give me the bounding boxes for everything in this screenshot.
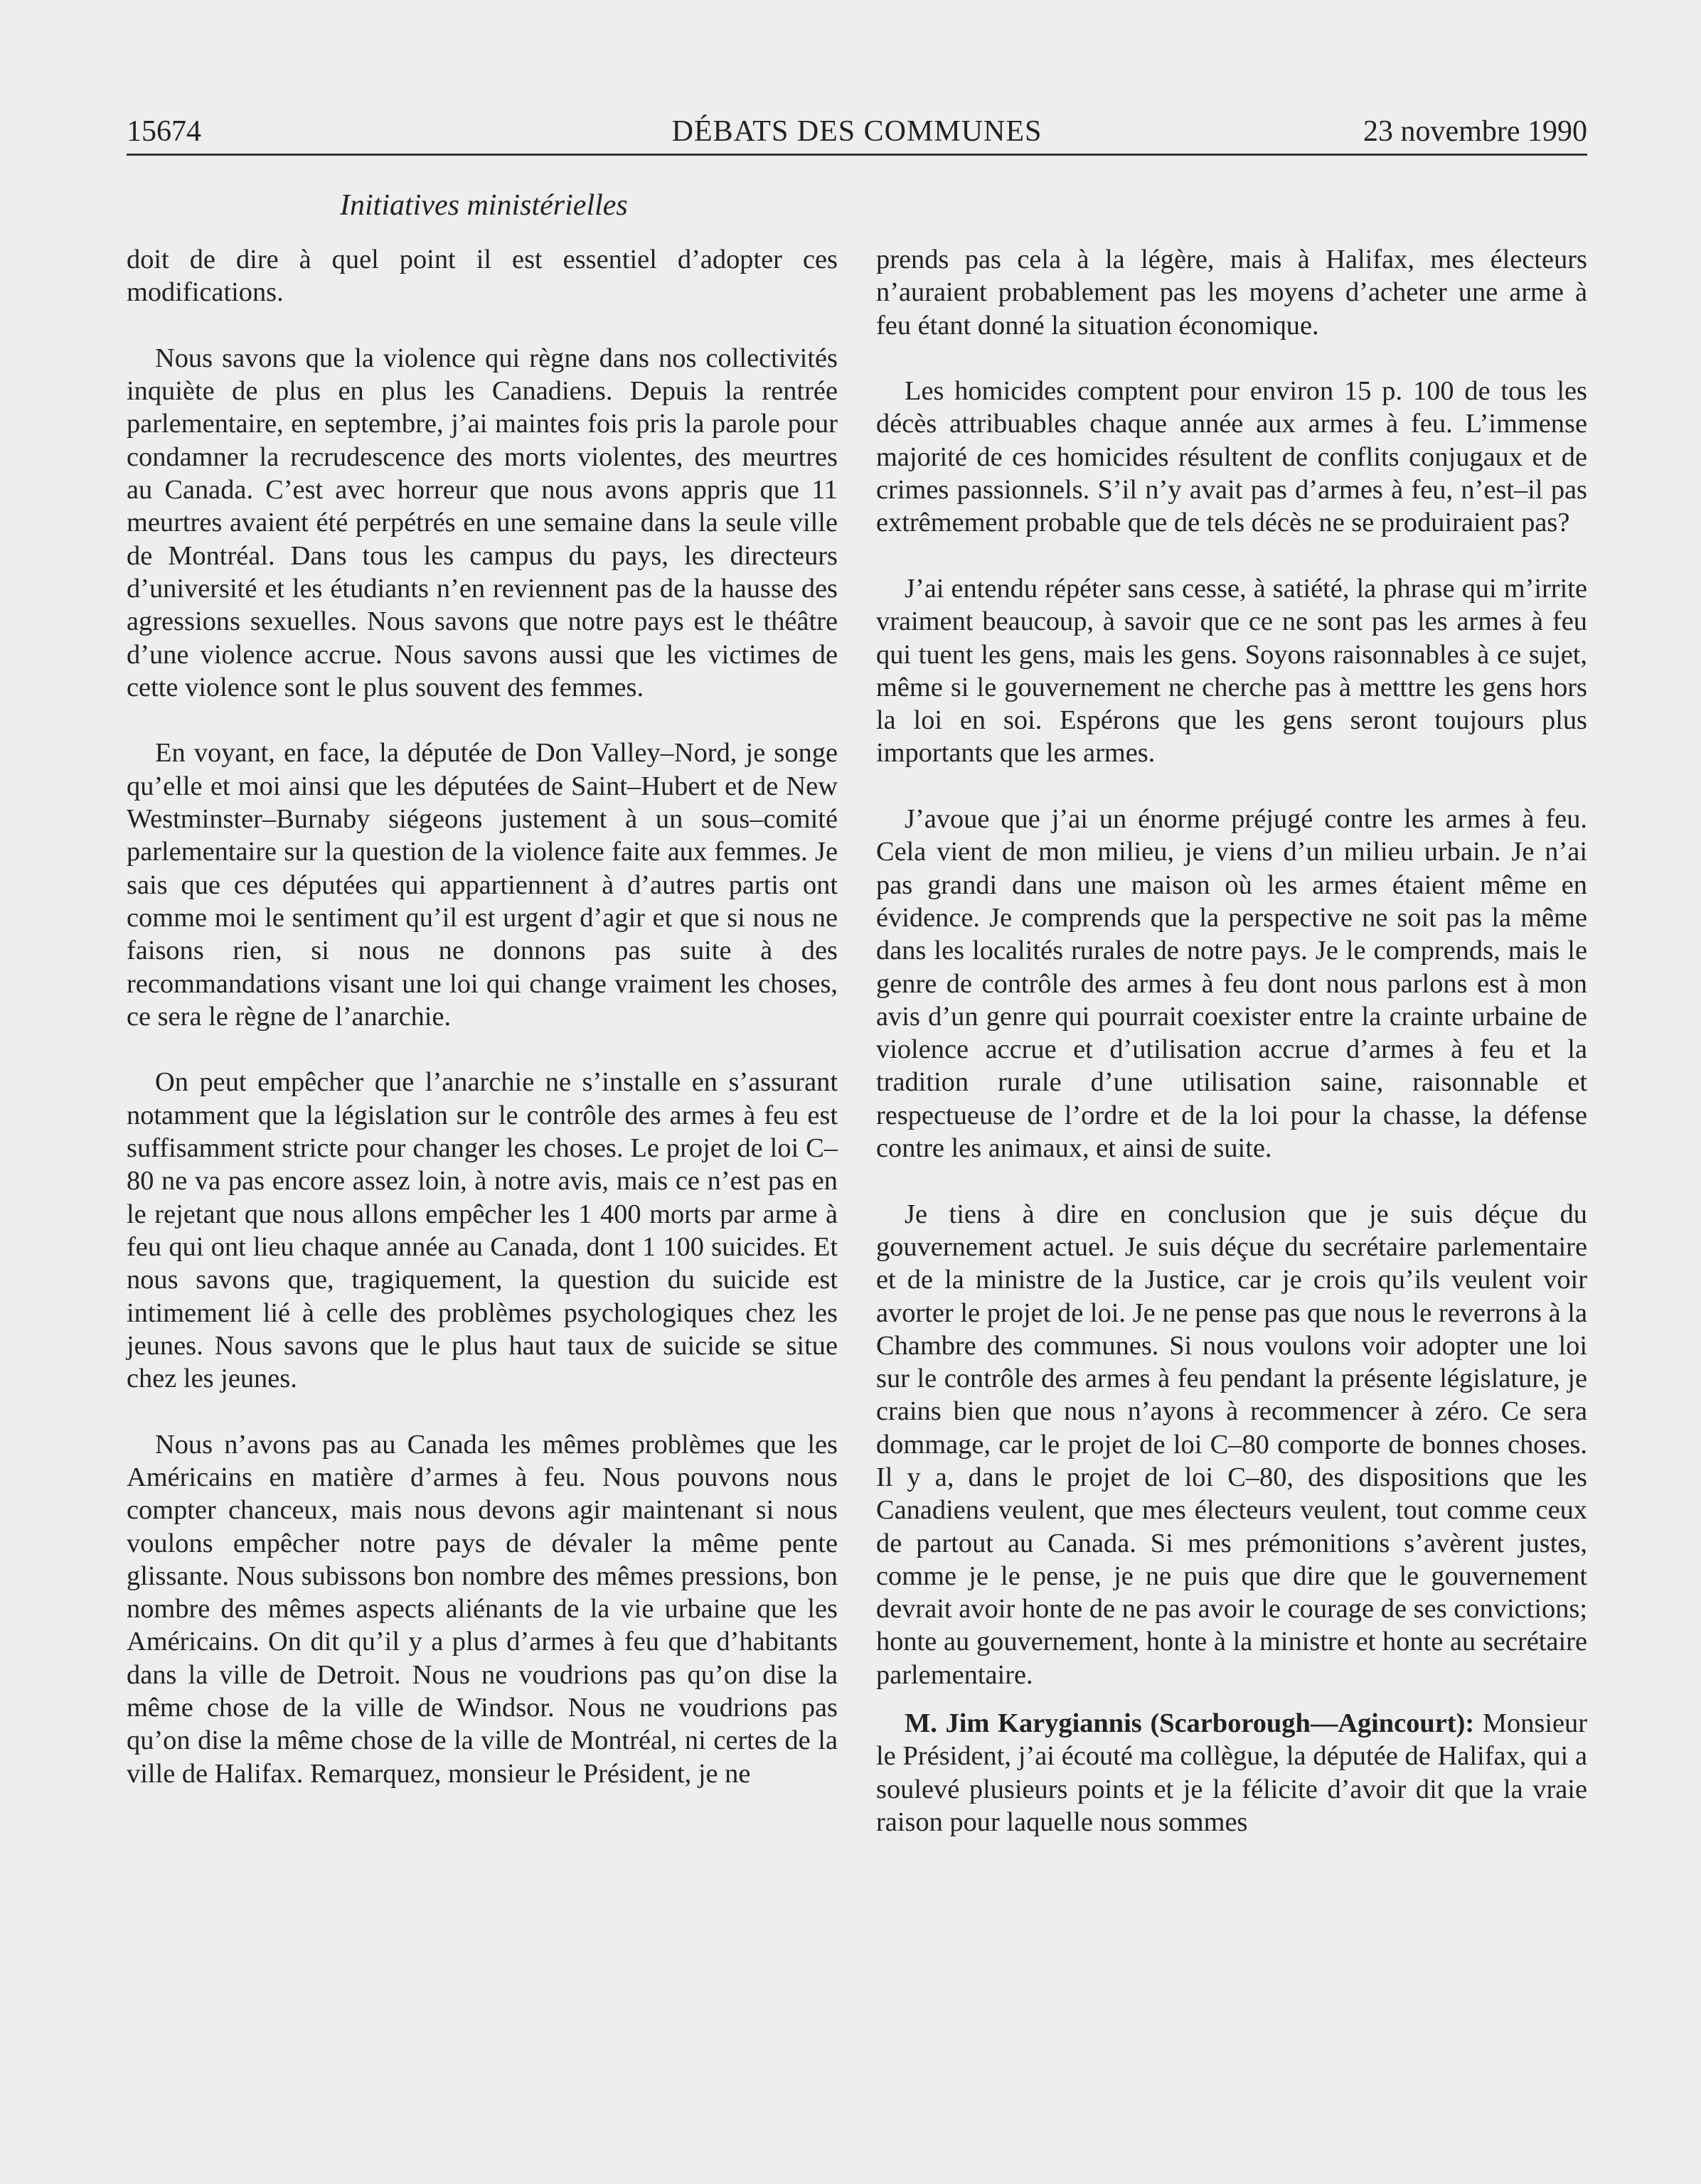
paragraph: J’ai entendu répéter sans cesse, à satiété, la phrase qui m’irrite vraiment beaucoup, à savoir que ce ne sont pas les armes à feu qui tuent les gens, mais les gens. Soyons raisonnables à ce sujet, même si le gouvernement ne cherche pas à metttre les gens hors la loi en soi. Espérons que les gens seront toujours plus importants que les armes. xyxy=(876,573,1587,769)
speaker-paragraph xyxy=(876,1707,1587,1838)
paragraph: Les homicides comptent pour environ 15 p. 100 de tous les décès attribuables chaque année aux armes à feu. L’immense majorité de ces homicides résultent de conflits conjugaux et de crimes passionnels. S’il n’y avait pas d’armes à feu, n’est–il pas extrêmement probable que de tels décès ne se produiraient pas? xyxy=(876,376,1587,538)
publication-title: DÉBATS DES COMMUNES xyxy=(671,115,1043,148)
paragraph: En voyant, en face, la députée de Don Valley–Nord, je songe qu’elle et moi ainsi que les députées de Saint–Hubert et de New Westminster–Burnaby siégeons justement à un sous–comité parlementaire sur la question de la violence faite aux femmes. Je sais que ces députées qui appartiennent à d’autres partis ont comme moi le sentiment qu’il est urgent d’agir et que si nous ne faisons rien, si nous ne donnons pas suite à des recommandations visant une loi qui change vraiment les choses, ce sera le règne de l’anarchie. xyxy=(127,738,838,1032)
paragraph: doit de dire à quel point il est essentiel d’adopter ces modifications. xyxy=(127,245,838,308)
paragraph: Je tiens à dire en conclusion que je suis déçue du gouvernement actuel. Je suis déçue du secrétaire parlementaire et de la ministre de la Justice, car je crois qu’ils veulent voir avorter le projet de loi. Je ne pense pas que nous le reverrons à la Chambre des communes. Si nous voulons voir adopter une loi sur le contrôle des armes à feu pendant la présente législature, je crains bien que nous n’ayons à recommencer à zéro. Ce sera dommage, car le projet de loi C–80 comporte de bonnes choses. Il y a, dans le projet de loi C–80, des dispositions que les Canadiens veulent, que mes électeurs veulent, tout comme ceux de partout au Canada. Si mes prémonitions s’avèrent justes, comme je le pense, je ne puis que dire que le gouvernement devrait avoir honte de ne pas avoir le courage de ses convictions; honte au gouvernement, honte à la ministre et honte au secrétaire parlementaire. xyxy=(876,1199,1587,1690)
paragraph: prends pas cela à la légère, mais à Halifax, mes électeurs n’auraient probablement pas les moyens d’acheter une arme à feu étant donné la situation économique. xyxy=(876,245,1587,341)
right-column xyxy=(876,243,1587,1838)
page-number: 15674 xyxy=(127,115,201,148)
paragraph: On peut empêcher que l’anarchie ne s’installe en s’assurant notamment que la législation sur le contrôle des armes à feu est suffisamment stricte pour changer les choses. Le projet de loi C–80 ne va pas encore assez loin, à notre avis, mais ce n’est pas en le rejetant que nous allons empêcher les 1 400 morts par arme à feu qui ont lieu chaque année au Canada, dont 1 100 suicides. Et nous savons que, tragiquement, la question du suicide est intimement lié à celle des problèmes psychologiques chez les jeunes. Nous savons que le plus haut taux de suicide se situe chez les jeunes. xyxy=(127,1067,838,1394)
speaker-text: Monsieur le Président, j’ai écouté ma collègue, la députée de Halifax, qui a soulevé plusieurs points et je la félicite d’avoir dit que la vraie raison pour laquelle nous sommes xyxy=(876,1708,1588,1837)
paragraph: J’avoue que j’ai un énorme préjugé contre les armes à feu. Cela vient de mon milieu, je viens d’un milieu urbain. Je n’ai pas grandi dans une maison où les armes étaient même en évidence. Je comprends que la perspective ne soit pas la même dans les localités rurales de notre pays. Je le comprends, mais le genre de contrôle des armes à feu dont nous parlons est à mon avis d’un genre qui pourrait coexister entre la crainte urbaine de violence accrue et d’utilisation accrue d’armes à feu et la tradition rurale d’une utilisation saine, raisonnable et respectueuse de l’ordre et de la loi pour la chasse, la défense contre les animaux, et ainsi de suite. xyxy=(876,804,1587,1164)
page-header xyxy=(127,107,1587,156)
speaker-name: M. Jim Karygiannis (Scarborough—Agincourt): xyxy=(905,1708,1475,1739)
left-column xyxy=(127,243,838,1790)
publication-date: 23 novembre 1990 xyxy=(1363,115,1587,148)
paragraph: Nous n’avons pas au Canada les mêmes problèmes que les Américains en matière d’armes à feu. Nous pouvons nous compter chanceux, mais nous devons agir maintenant si nous voulons empêcher notre pays de dévaler la même pente glissante. Nous subissons bon nombre des mêmes pressions, bon nombre des mêmes aspects aliénants de la vie urbaine que les Américains. On dit qu’il y a plus d’armes à feu que d’habitants dans la ville de Detroit. Nous ne voudrions pas qu’on dise la même chose de la ville de Windsor. Nous ne voudrions pas qu’on dise la même chose de la ville de Montréal, ni certes de la ville de Halifax. Remarquez, monsieur le Président, je ne xyxy=(127,1429,838,1789)
paragraph: Nous savons que la violence qui règne dans nos collectivités inquiète de plus en plus les Canadiens. Depuis la rentrée parlementaire, en septembre, j’ai maintes fois pris la parole pour condamner la recrudescence des morts violentes, des meurtres au Canada. C’est avec horreur que nous avons appris que 11 meurtres avaient été perpétrés en une semaine dans la seule ville de Montréal. Dans tous les campus du pays, les directeurs d’université et les étudiants n’en reviennent pas de la hausse des agressions sexuelles. Nous savons que notre pays est le théâtre d’une violence accrue. Nous savons aussi que les victimes de cette violence sont le plus souvent des femmes. xyxy=(127,343,838,702)
section-title: Initiatives ministérielles xyxy=(340,189,628,222)
